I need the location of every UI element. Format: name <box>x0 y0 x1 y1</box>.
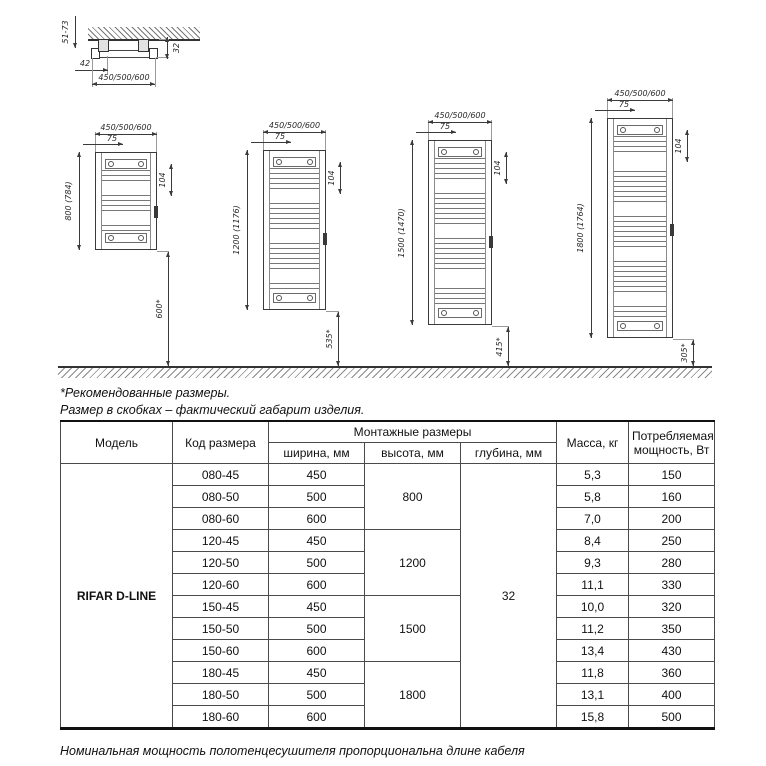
cell-code: 080-60 <box>173 508 269 530</box>
dimension-line-height <box>576 118 592 338</box>
dim-label-width: 450/500/600 <box>268 121 321 130</box>
dim-label-offset: 75 <box>106 134 118 143</box>
dim-label-height: 1800 (1764) <box>576 203 585 253</box>
cell-code: 180-50 <box>173 684 269 706</box>
cell-width: 500 <box>269 684 365 706</box>
dimension-line-clearance <box>325 312 339 366</box>
header-row-1 <box>61 421 715 443</box>
note-recommended: *Рекомендованные размеры. <box>60 386 231 400</box>
cell-power: 160 <box>629 486 715 508</box>
cell-mass: 5,8 <box>557 486 629 508</box>
dimension-line-offset <box>595 110 635 111</box>
dim-label-width: 450/500/600 <box>98 73 150 82</box>
cell-power: 320 <box>629 596 715 618</box>
cell-power: 400 <box>629 684 715 706</box>
radiator-drawing-1200 <box>232 121 336 349</box>
dim-label-wall-gap: 51-73 <box>61 20 70 44</box>
cell-power: 280 <box>629 552 715 574</box>
dimension-line-offset <box>416 132 456 133</box>
cell-mass: 5,3 <box>557 464 629 486</box>
cell-power: 500 <box>629 706 715 729</box>
cell-width: 450 <box>269 596 365 618</box>
dimension-line-clearance <box>495 327 509 366</box>
col-header-width: ширина, мм <box>269 443 365 464</box>
cell-power: 150 <box>629 464 715 486</box>
cell-power: 350 <box>629 618 715 640</box>
cell-mass: 9,3 <box>557 552 629 574</box>
radiator-body <box>263 150 326 310</box>
dimension-line-bracket-span <box>158 164 172 196</box>
mounting-rail <box>438 308 482 318</box>
cell-power: 430 <box>629 640 715 662</box>
cell-width: 500 <box>269 618 365 640</box>
cell-mass: 11,8 <box>557 662 629 684</box>
cell-mass: 15,8 <box>557 706 629 729</box>
heating-element <box>670 224 674 236</box>
col-header-mounting: Монтажные размеры <box>269 421 557 443</box>
dimension-line-bracket-span <box>493 152 507 184</box>
cell-mass: 11,2 <box>557 618 629 640</box>
radiator-drawing-1500 <box>397 111 504 357</box>
cell-mass: 10,0 <box>557 596 629 618</box>
dim-label-clearance: 415* <box>495 336 504 357</box>
cell-width: 600 <box>269 640 365 662</box>
table-row <box>61 464 715 486</box>
cell-mass: 7,0 <box>557 508 629 530</box>
dim-label-height: 800 (784) <box>64 181 73 221</box>
cell-code: 120-50 <box>173 552 269 574</box>
cell-code: 080-45 <box>173 464 269 486</box>
cell-mass: 13,4 <box>557 640 629 662</box>
dimension-line-height <box>397 140 413 325</box>
mounting-rail <box>617 125 663 135</box>
heating-element <box>154 206 158 218</box>
mounting-rail <box>105 159 147 169</box>
dimension-line-height <box>232 150 248 310</box>
col-header-power: Потребляемая мощность, Вт <box>629 421 715 464</box>
extension-line <box>155 58 156 87</box>
note-brackets: Размер в скобках – фактический габарит изделия. <box>60 403 365 417</box>
cell-width: 600 <box>269 508 365 530</box>
dim-label-clearance: 600* <box>155 299 164 319</box>
cell-code: 150-45 <box>173 596 269 618</box>
cell-code: 080-50 <box>173 486 269 508</box>
cell-code: 180-60 <box>173 706 269 729</box>
heating-element <box>323 233 327 245</box>
dim-label-height: 1200 (1176) <box>232 205 241 255</box>
dim-label-bracket-span: 104 <box>674 138 683 154</box>
dimension-line-width <box>607 100 673 101</box>
cell-height: 800 <box>365 464 461 530</box>
cell-width: 600 <box>269 706 365 729</box>
dimension-line-bracket-span <box>674 130 688 162</box>
cell-model: RIFAR D-LINE <box>61 464 173 729</box>
col-header-code: Код размера <box>173 421 269 464</box>
dim-label-clearance: 535* <box>325 329 334 349</box>
wall-mount-detail-drawing <box>55 10 215 102</box>
dimension-line-wall-gap <box>61 16 76 48</box>
dim-label-height: 1500 (1470) <box>397 207 406 258</box>
dim-label-bracket-span: 104 <box>327 170 336 186</box>
dimension-line-offset <box>83 144 123 145</box>
dim-label-offset: 42 <box>79 59 91 68</box>
dimension-line-width <box>428 122 492 123</box>
dimension-line-bracket-span <box>327 162 341 194</box>
cell-code: 120-45 <box>173 530 269 552</box>
dimension-line-depth <box>167 37 181 59</box>
dim-label-offset: 75 <box>439 122 451 131</box>
cell-width: 450 <box>269 662 365 684</box>
dim-label-width: 450/500/600 <box>434 111 486 120</box>
radiator-body <box>95 152 157 250</box>
cell-power: 200 <box>629 508 715 530</box>
floor-hatch <box>58 366 712 378</box>
cell-code: 180-45 <box>173 662 269 684</box>
cell-depth: 32 <box>461 464 557 729</box>
cell-width: 450 <box>269 530 365 552</box>
radiator-body <box>607 118 673 338</box>
dimension-line-width <box>92 84 155 85</box>
dim-label-width: 450/500/600 <box>614 89 666 98</box>
dimension-line-height <box>64 152 80 250</box>
cell-height: 1800 <box>365 662 461 729</box>
col-header-mass: Масса, кг <box>557 421 629 464</box>
dimension-line-offset <box>251 142 291 143</box>
mounting-rail <box>617 321 663 331</box>
mounting-rail <box>438 147 482 157</box>
radiator-drawing-800 <box>64 123 167 319</box>
cell-height: 1500 <box>365 596 461 662</box>
cell-code: 150-60 <box>173 640 269 662</box>
cell-width: 450 <box>269 464 365 486</box>
footer-note: Номинальная мощность полотенцесушителя пропорциональна длине кабеля <box>60 744 525 758</box>
col-header-height: высота, мм <box>365 443 461 464</box>
dimension-line-clearance <box>680 340 694 366</box>
dim-label-clearance: 305* <box>680 343 689 363</box>
dim-label-width: 450/500/600 <box>100 123 152 132</box>
cell-power: 360 <box>629 662 715 684</box>
mounting-rail <box>105 233 147 243</box>
cell-mass: 11,1 <box>557 574 629 596</box>
mounting-rail <box>273 293 316 303</box>
radiator-drawing-1800 <box>576 89 689 363</box>
cell-width: 500 <box>269 486 365 508</box>
dim-label-offset: 75 <box>274 132 286 141</box>
dimension-line-clearance <box>155 252 169 366</box>
dim-label-bracket-span: 104 <box>158 172 167 188</box>
cell-mass: 13,1 <box>557 684 629 706</box>
bracket-post <box>138 39 149 52</box>
col-header-model: Модель <box>61 421 173 464</box>
cell-mass: 8,4 <box>557 530 629 552</box>
cell-code: 150-50 <box>173 618 269 640</box>
dimension-line-width <box>263 132 326 133</box>
bracket-post <box>98 39 109 52</box>
cell-height: 1200 <box>365 530 461 596</box>
dim-label-depth: 32 <box>172 42 181 54</box>
cell-power: 330 <box>629 574 715 596</box>
mounting-rail <box>273 157 316 167</box>
col-header-depth: глубина, мм <box>461 443 557 464</box>
dim-label-offset: 75 <box>618 100 630 109</box>
heating-element <box>489 236 493 248</box>
cell-width: 500 <box>269 552 365 574</box>
spec-table <box>60 420 715 730</box>
cell-power: 250 <box>629 530 715 552</box>
cell-width: 600 <box>269 574 365 596</box>
cell-code: 120-60 <box>173 574 269 596</box>
radiator-body <box>428 140 492 325</box>
dim-label-bracket-span: 104 <box>493 160 502 176</box>
dimension-line-width <box>95 134 157 135</box>
